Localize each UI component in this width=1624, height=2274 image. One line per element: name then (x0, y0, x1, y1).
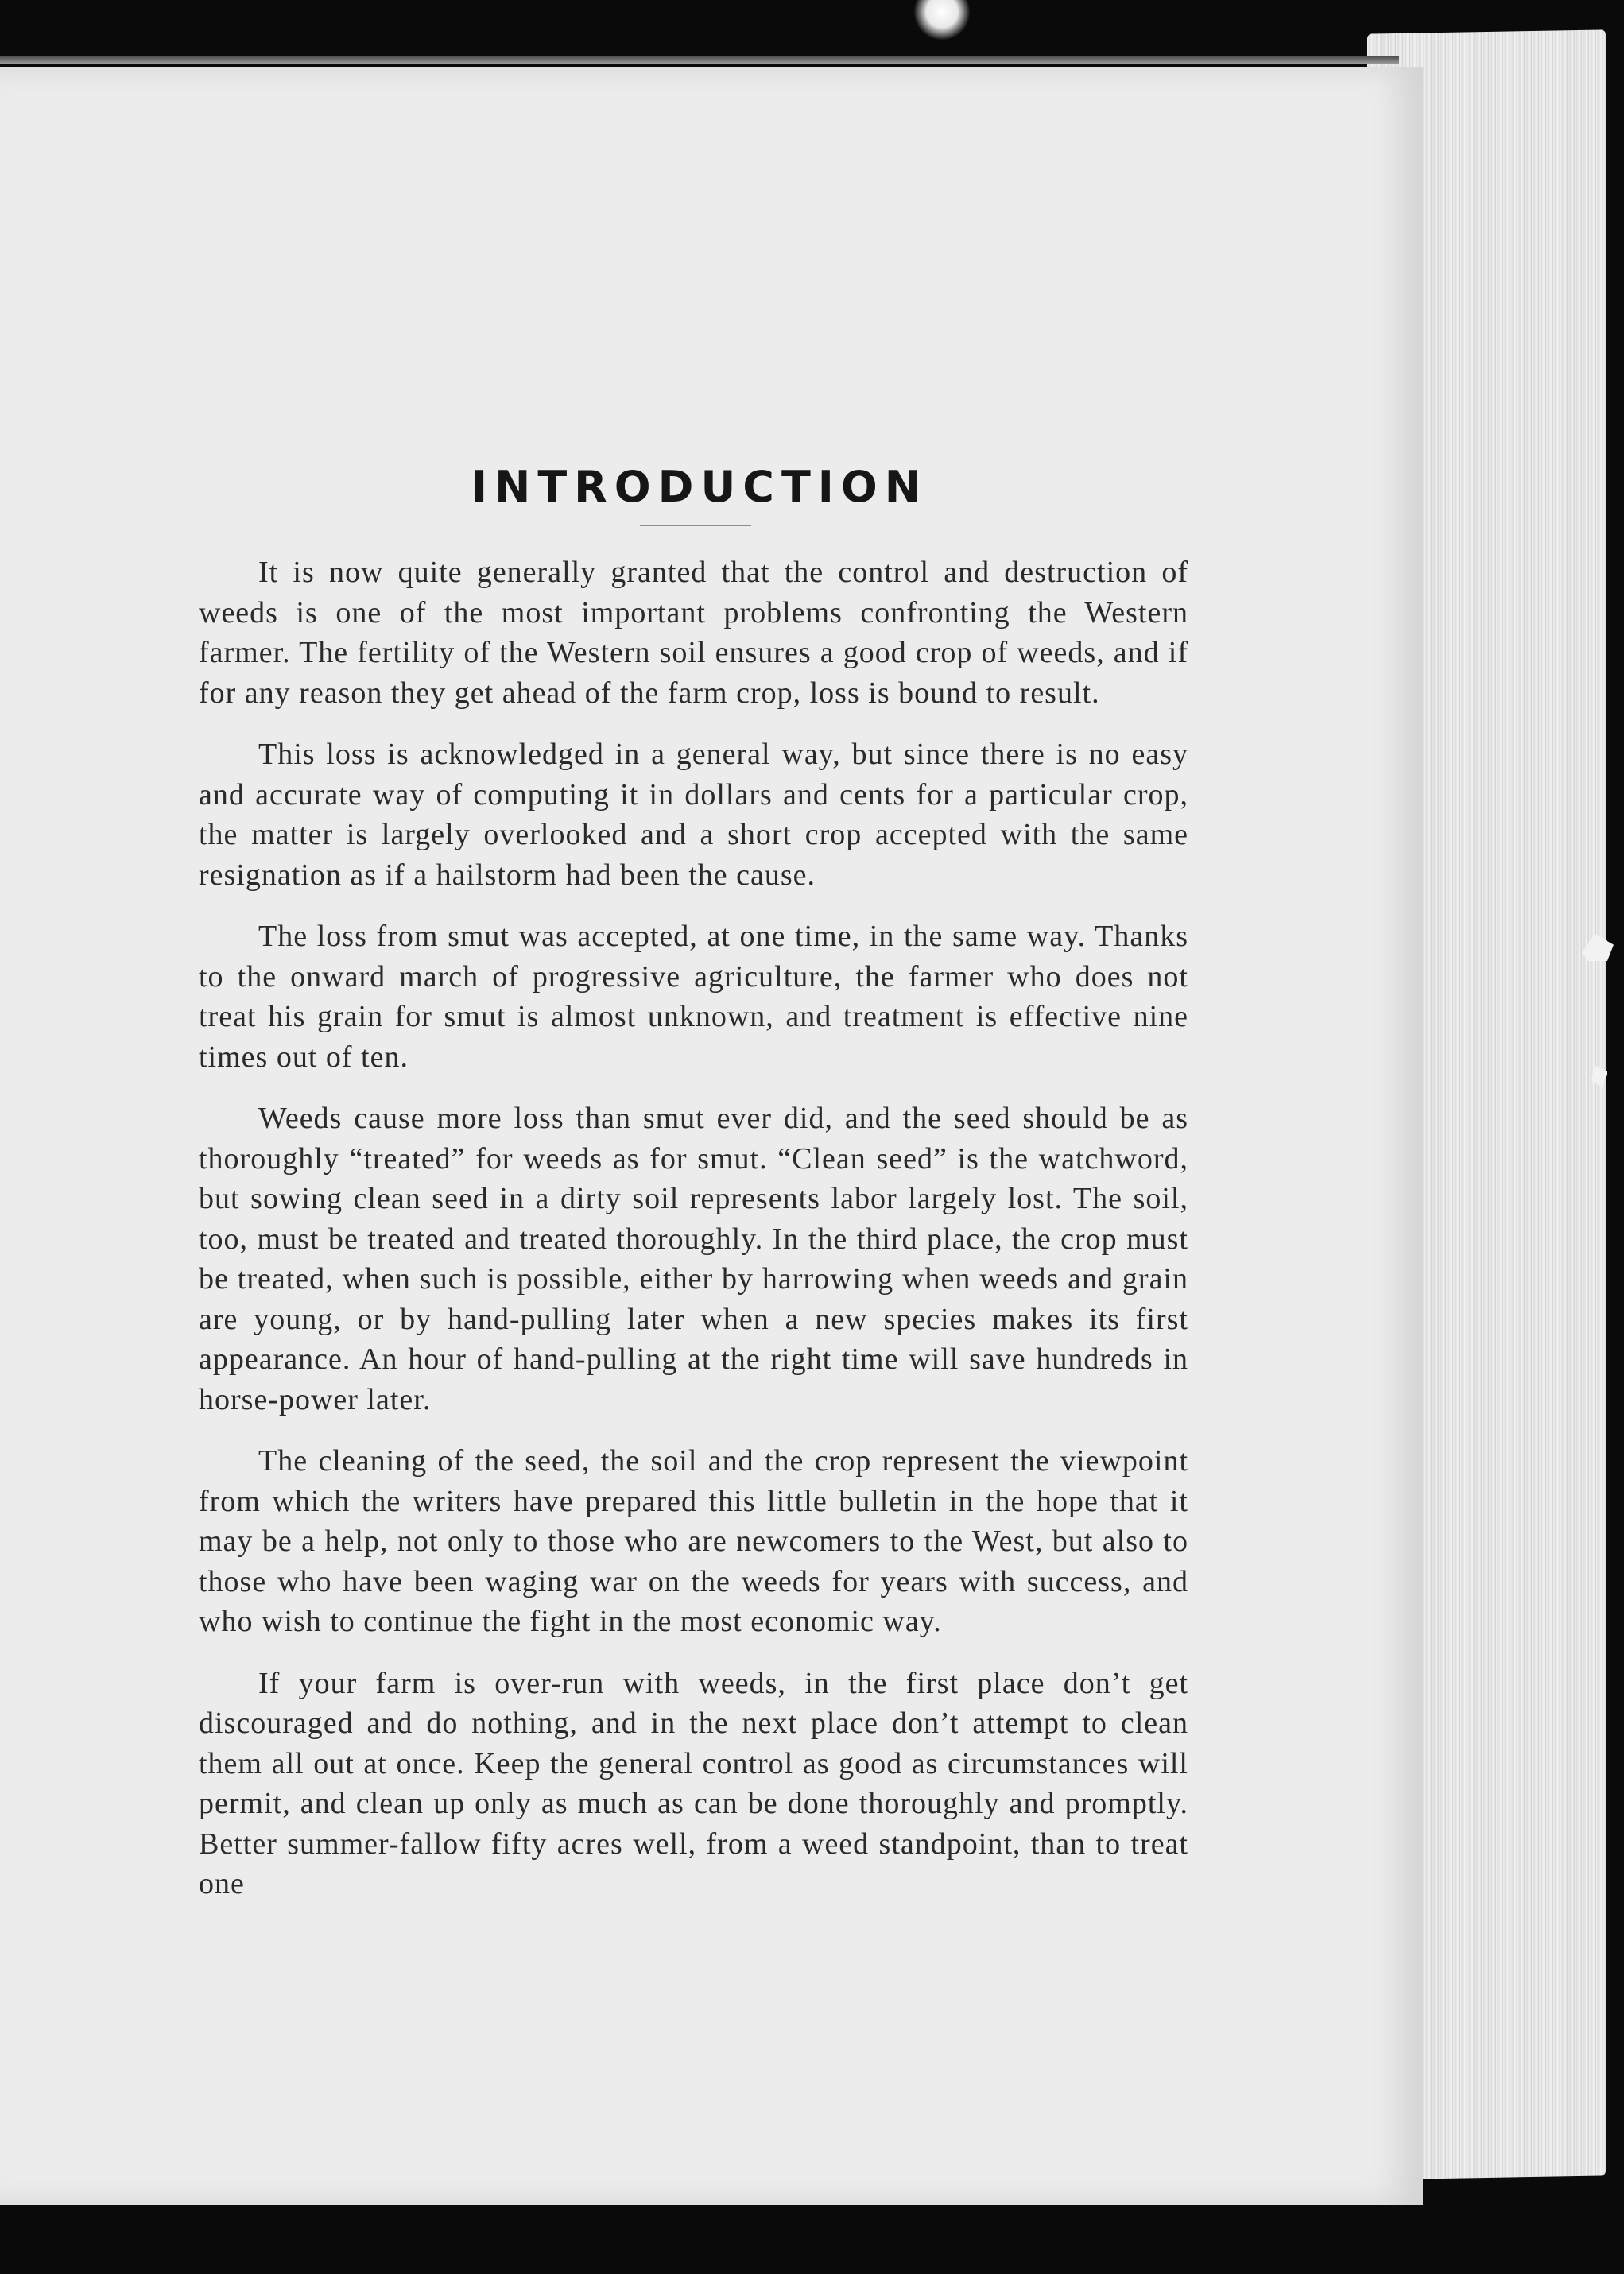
paragraph: The cleaning of the seed, the soil and the crop represent the viewpoint from which the writers have prepared this little bulletin in the hope that it may be a help, not only to those who are newcomers to the West, but also to those who have been waging war on the weeds for years with success, and who wish to continue the fight in the most economic way. (199, 1444, 1188, 1638)
page-title: INTRODUCTION (471, 462, 928, 513)
title-divider (640, 525, 751, 526)
camera-glare (914, 0, 970, 40)
paragraph: If your farm is over-run with weeds, in the first place don’t get discouraged and do nothing, and in the next place don’t attempt to clean them all out at once. Keep the general control as good as circumstances will permit, and clean up only as much as can be done thoroughly and promptly. Better summer-fallow fifty acres well, from a weed standpoint, than to treat one (199, 1666, 1188, 1900)
paragraph: This loss is acknowledged in a general way, but since there is no easy and accurate way of computing it in dollars and cents for a particular crop, the matter is largely overlooked and a short crop accepted with the same resignation as if a hailstorm had been the cause. (199, 738, 1188, 892)
body-text (199, 552, 1188, 1926)
page-top-edge (0, 56, 1399, 64)
paragraph: It is now quite generally granted that the control and destruction of weeds is one of the most important problems confronting the Western farmer. The fertility of the Western soil ensures a good crop of weeds, and if for any reason they get ahead of the farm crop, loss is bound to result. (199, 556, 1188, 710)
paragraph: Weeds cause more loss than smut ever did, and the seed should be as thoroughly “treated” for weeds as for smut. “Clean seed” is the watchword, but sowing clean seed in a dirty soil represents labor largely lost. The soil, too, must be treated and treated thoroughly. In the third place, the crop must be treated, when such is possible, either by harrowing when weeds and grain are young, or by hand-pulling later when a new species makes its first appearance. An hour of hand-pulling at the right time will save hundreds in horse-power later. (199, 1102, 1188, 1416)
paragraph: The loss from smut was accepted, at one time, in the same way. Thanks to the onward march of progressive agriculture, the farmer who does not treat his grain for smut is almost unknown, and treatment is effective nine times out of ten. (199, 920, 1188, 1074)
